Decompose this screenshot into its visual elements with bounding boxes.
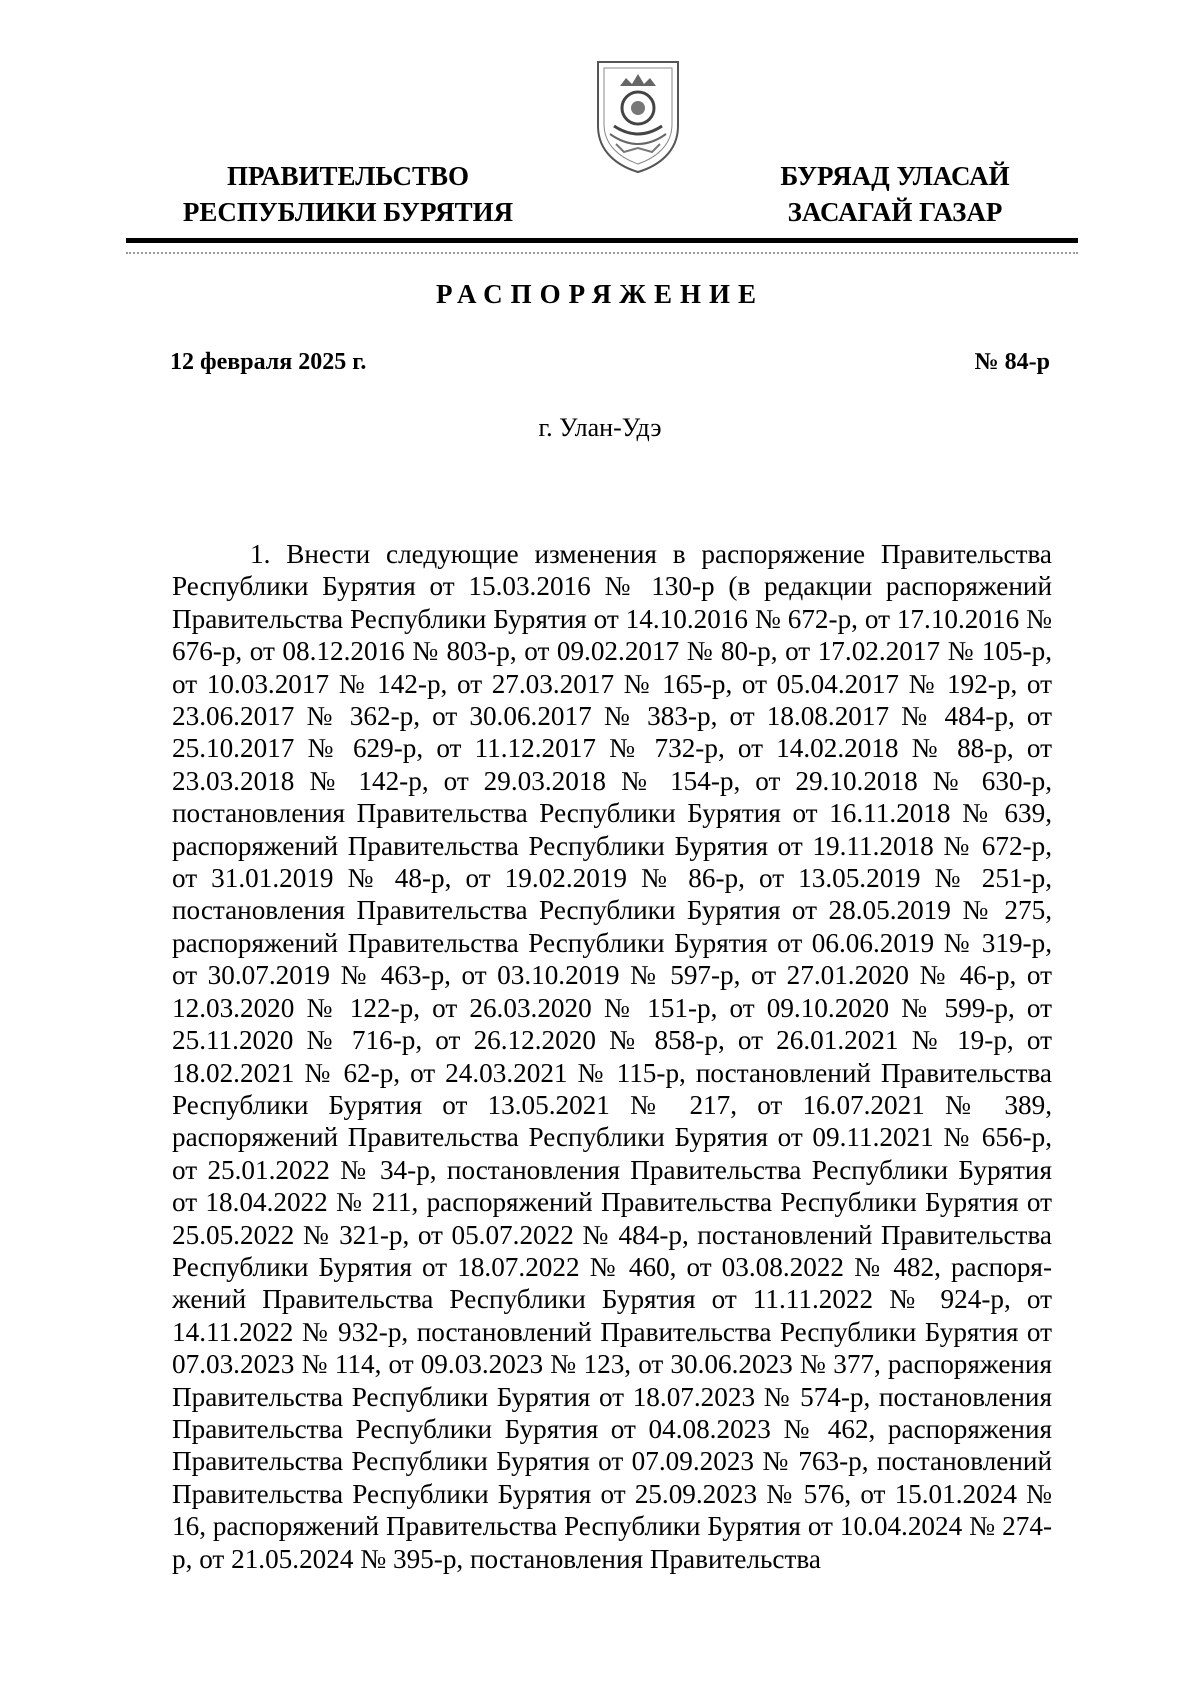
header-left-line1: ПРАВИТЕЛЬСТВО	[226, 161, 470, 191]
header-right-line2: ЗАСАГАЙ ГАЗАР	[787, 197, 1003, 227]
header-divider-dotted	[126, 252, 1078, 254]
document-city: г. Улан-Удэ	[538, 413, 662, 442]
government-name-buryat	[730, 158, 1060, 230]
document-title: РАСПОРЯЖЕНИЕ	[435, 279, 765, 309]
document-date: 12 февраля 2025 г.	[170, 349, 367, 375]
header-left-line2: РЕСПУБЛИКИ БУРЯТИЯ	[182, 197, 514, 227]
government-name-russian	[158, 158, 538, 230]
coat-of-arms-icon	[590, 56, 686, 176]
body-paragraph: 1. Внести следующие изменения в распоряжение Правительства Республики Бурятия от 15.03.2016 № 130-р (в редакции распоряжений Правительства Республики Бурятия от 14.10.2016 № 672-р, от 17.10.2016 № 676-р, от 08.12.2016 № 803-р, от 09.02.2017 № 80-р, от 17.02.2017 № 105-р, от 10.03.2017 № 142-р, от 27.03.2017 № 165-р, от 05.04.2017 № 192-р, от 23.06.2017 № 362-р, от 30.06.2017 № 383-р, от 18.08.2017 № 484-р, от 25.10.2017 № 629-р, от 11.12.2017 № 732-р, от 14.02.2018 № 88-р, от 23.03.2018 № 142-р, от 29.03.2018 № 154-р, от 29.10.2018 № 630-р, постановления Правительства Республики Бурятия от 16.11.2018 № 639, распоряжений Правительства Республики Бурятия от 19.11.2018 № 672-р, от 31.01.2019 № 48-р, от 19.02.2019 № 86-р, от 13.05.2019 № 251-р, постановления Правительства Республики Бурятия от 28.05.2019 № 275, распоряжений Правительства Республики Бурятия от 06.06.2019 № 319-р, от 30.07.2019 № 463-р, от 03.10.2019 № 597-р, от 27.01.2020 № 46-р, от 12.03.2020 № 122-р, от 26.03.2020 № 151-р, от 09.10.2020 № 599-р, от 25.11.2020 № 716-р, от 26.12.2020 № 858-р, от 26.01.2021 № 19-р, от 18.02.2021 № 62-р, от 24.03.2021 № 115-р, постановлений Правительства Республики Бурятия от 13.05.2021 № 217, от 16.07.2021 № 389, распоряжений Правительства Республики Бурятия от 09.11.2021 № 656-р, от 25.01.2022 № 34-р, постановления Правительства Республики Бурятия от 18.04.2022 № 211, распоряжений Правительства Республики Бурятия от 25.05.2022 № 321-р, от 05.07.2022 № 484-р, постановлений Правительства Республики Бурятия от 18.07.2022 № 460, от 03.08.2022 № 482, распоряжений Правительства Республики Бурятия от 11.11.2022 № 924-р, от 14.11.2022 № 932-р, постановлений Правительства Республики Бурятия от 07.03.2023 № 114, от 09.03.2023 № 123, от 30.06.2023 № 377, распоряжения Правительства Республики Бурятия от 18.07.2023 № 574-р, постановления Правительства Республики Бурятия от 04.08.2023 № 462, распоряжения Правительства Республики Бурятия от 07.09.2023 № 763-р, постановлений Правительства Республики Бурятия от 25.09.2023 № 576, от 15.01.2024 № 16, распоряжений Правительства Республики Бурятия от 10.04.2024 № 274-р, от 21.05.2024 № 395-р, постановления Правительства	[172, 539, 1052, 1574]
header-right-line1: БУРЯАД УЛАСАЙ	[780, 161, 1010, 191]
header-divider	[126, 238, 1078, 243]
document-body	[172, 538, 1052, 1575]
document-number: № 84-р	[974, 349, 1050, 375]
